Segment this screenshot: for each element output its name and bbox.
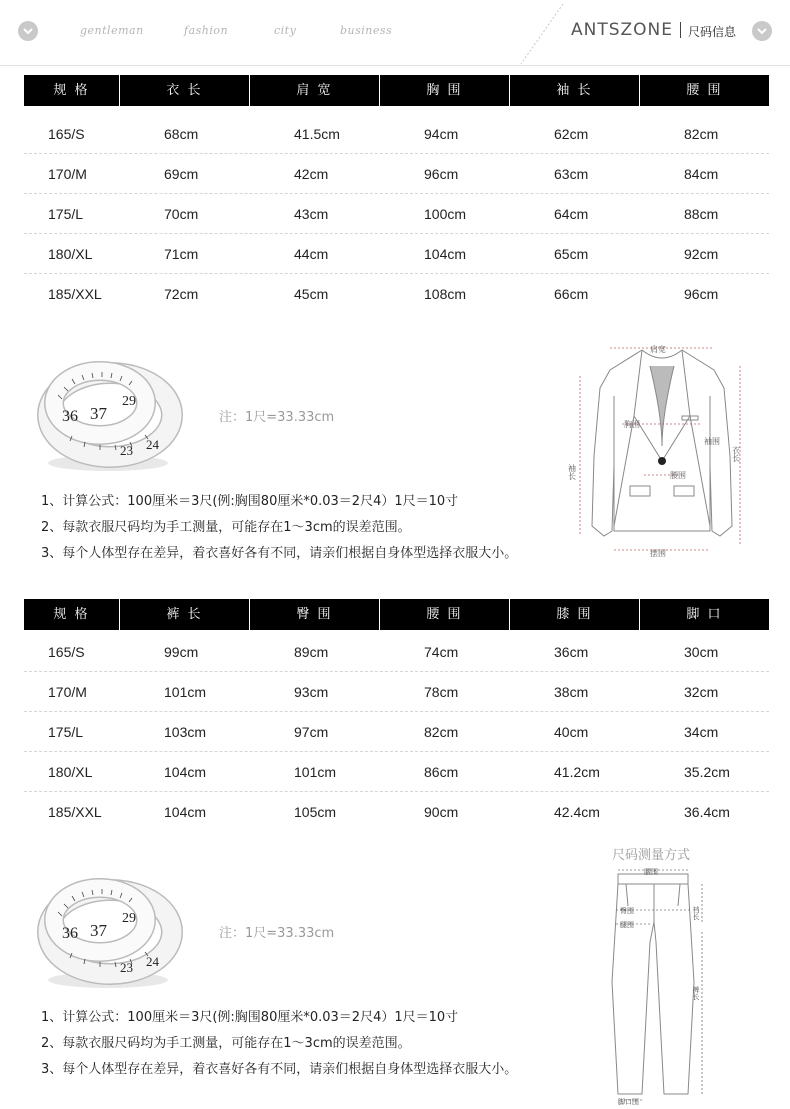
unit-note: 注：1尺=33.33cm [219, 926, 335, 941]
column-header: 臀 围 [250, 599, 380, 630]
table-cell: 104cm [164, 804, 207, 820]
tape-number: 24 [146, 954, 159, 969]
table-cell: 34cm [684, 723, 719, 740]
column-header: 衣 长 [120, 75, 250, 106]
table-cell: 99cm [164, 643, 199, 660]
chevron-down-icon[interactable] [752, 21, 772, 41]
table-cell: 97cm [294, 723, 329, 740]
table-row [24, 114, 769, 154]
table-cell: 74cm [424, 643, 459, 660]
table-cell: 84cm [684, 165, 719, 182]
table-cell: 101cm [164, 683, 207, 700]
column-header: 腰 围 [686, 83, 723, 98]
label-sleeve-width: 袖围 [704, 437, 720, 446]
pants-measurement-diagram [592, 862, 722, 1106]
table-cell: 43cm [294, 205, 329, 222]
table-header [24, 75, 769, 106]
table-cell: 38cm [554, 683, 589, 700]
table-cell: 64cm [554, 205, 589, 222]
tape-number: 29 [122, 394, 136, 409]
tape-measure-image [40, 345, 180, 475]
table-row [24, 234, 769, 274]
table-row [24, 632, 769, 672]
column-header: 膝 围 [510, 599, 640, 630]
table-cell: 185/XXL [48, 804, 102, 820]
label-hem: 摆围 [650, 549, 666, 558]
column-header: 肩 宽 [250, 75, 380, 106]
table-row [24, 194, 769, 234]
table-cell: 69cm [164, 165, 199, 182]
table-cell: 41.2cm [554, 763, 600, 780]
table-cell: 71cm [164, 245, 199, 262]
table-cell: 175/L [48, 723, 84, 740]
table-row [24, 672, 769, 712]
tape-measure-image [40, 862, 180, 992]
table-cell: 104cm [164, 763, 207, 780]
table-cell: 82cm [684, 125, 719, 142]
label-length: 衣长 [731, 446, 741, 462]
table-cell: 70cm [164, 205, 199, 222]
table-cell: 35.2cm [684, 763, 730, 780]
column-header: 规 格 [24, 599, 120, 630]
list-item: 2、每款衣服尺码均为手工测量，可能存在1～3cm的误差范围。 [41, 520, 411, 535]
table-cell: 104cm [424, 245, 467, 262]
table-cell: 65cm [554, 245, 589, 262]
table-cell: 72cm [164, 286, 199, 302]
table-cell: 101cm [294, 763, 337, 780]
brand-separator [680, 22, 681, 38]
table-cell: 36cm [554, 643, 589, 660]
tape-number: 37 [90, 404, 107, 423]
list-item: 3、每个人体型存在差异，着衣喜好各有不同，请亲们根据自身体型选择衣服大小。 [41, 1062, 518, 1077]
table-cell: 42.4cm [554, 804, 600, 820]
table-cell: 165/S [48, 125, 85, 142]
label-shoulder: 肩宽 [650, 345, 666, 354]
table-cell: 170/M [48, 165, 87, 182]
table-cell: 36.4cm [684, 804, 730, 820]
table-cell: 170/M [48, 683, 87, 700]
notes-list [41, 489, 517, 567]
tape-number: 24 [146, 437, 159, 452]
table-cell: 94cm [424, 125, 459, 142]
table-cell: 90cm [424, 804, 459, 820]
table-cell: 41.5cm [294, 125, 340, 142]
table-cell: 180/XL [48, 245, 93, 262]
label-thigh: 腿围 [620, 921, 634, 929]
label-waist: 腰围 [670, 471, 686, 480]
table-cell: 66cm [554, 286, 589, 302]
label-length: 裤长 [692, 986, 700, 1000]
divider-slash [515, 0, 565, 66]
column-header: 腰 围 [380, 599, 510, 630]
label-hip: 臀围 [620, 907, 634, 915]
list-item: 1、计算公式：100厘米＝3尺(例:胸围80厘米*0.03＝2尺4）1尺＝10寸 [41, 494, 459, 509]
table-row [24, 712, 769, 752]
table-row [24, 274, 769, 314]
nav-gentleman[interactable]: gentleman [80, 24, 144, 37]
table-cell: 93cm [294, 683, 329, 700]
column-header: 胸 围 [380, 75, 510, 106]
table-cell: 165/S [48, 643, 85, 660]
header-bar [0, 0, 790, 66]
table-cell: 32cm [684, 683, 719, 700]
unit-note: 注：1尺=33.33cm [219, 410, 335, 425]
table-cell: 88cm [684, 205, 719, 222]
column-header: 袖 长 [510, 75, 640, 106]
tape-number: 36 [62, 408, 78, 425]
table-cell: 63cm [554, 165, 589, 182]
table-cell: 180/XL [48, 763, 93, 780]
table-cell: 44cm [294, 245, 329, 262]
list-item: 3、每个人体型存在差异，着衣喜好各有不同，请亲们根据自身体型选择衣服大小。 [41, 546, 518, 561]
tape-number: 23 [120, 960, 133, 975]
table-cell: 40cm [554, 723, 589, 740]
page-title: 尺码信息 [688, 25, 737, 39]
table-header [24, 599, 769, 630]
label-chest: 胸围 [624, 420, 640, 429]
table-cell: 92cm [684, 245, 719, 262]
table-cell: 108cm [424, 286, 467, 302]
jacket-size-table [24, 75, 769, 314]
column-header: 裤 长 [120, 599, 250, 630]
chevron-down-icon[interactable] [18, 21, 38, 41]
table-cell: 103cm [164, 723, 207, 740]
table-cell: 100cm [424, 205, 467, 222]
column-header: 规 格 [24, 75, 120, 106]
table-cell: 30cm [684, 643, 719, 660]
pants-size-table [24, 599, 769, 832]
table-cell: 96cm [424, 165, 459, 182]
table-cell: 96cm [684, 286, 719, 302]
brand-logo: ANTSZONE [571, 20, 674, 40]
nav-business[interactable]: business [340, 24, 393, 37]
nav-fashion[interactable]: fashion [184, 24, 229, 37]
jacket-measurement-diagram [567, 336, 755, 566]
tape-number: 36 [62, 925, 78, 942]
table-cell: 82cm [424, 723, 459, 740]
table-cell: 62cm [554, 125, 589, 142]
table-cell: 78cm [424, 683, 459, 700]
table-cell: 45cm [294, 286, 329, 302]
table-cell: 89cm [294, 643, 329, 660]
table-cell: 42cm [294, 165, 329, 182]
table-cell: 185/XXL [48, 286, 102, 302]
notes-list [41, 1005, 517, 1083]
list-item: 2、每款衣服尺码均为手工测量，可能存在1～3cm的误差范围。 [41, 1036, 411, 1051]
column-header: 脚 口 [686, 607, 723, 622]
table-cell: 105cm [294, 804, 337, 820]
pants-diagram-title: 尺码测量方式 [612, 848, 691, 863]
table-cell: 68cm [164, 125, 199, 142]
label-rise: 裆长 [692, 906, 700, 920]
nav-city[interactable]: city [274, 24, 297, 37]
label-sleeve-length: 袖长 [567, 464, 577, 480]
table-cell: 175/L [48, 205, 84, 222]
table-cell: 86cm [424, 763, 459, 780]
tape-number: 29 [122, 911, 136, 926]
label-waist: 腰围 [644, 868, 658, 876]
table-row [24, 792, 769, 832]
tape-number: 23 [120, 443, 133, 458]
label-hem: 脚口围 [618, 1098, 639, 1106]
list-item: 1、计算公式：100厘米＝3尺(例:胸围80厘米*0.03＝2尺4）1尺＝10寸 [41, 1010, 459, 1025]
tape-number: 37 [90, 921, 107, 940]
table-row [24, 752, 769, 792]
table-row [24, 154, 769, 194]
